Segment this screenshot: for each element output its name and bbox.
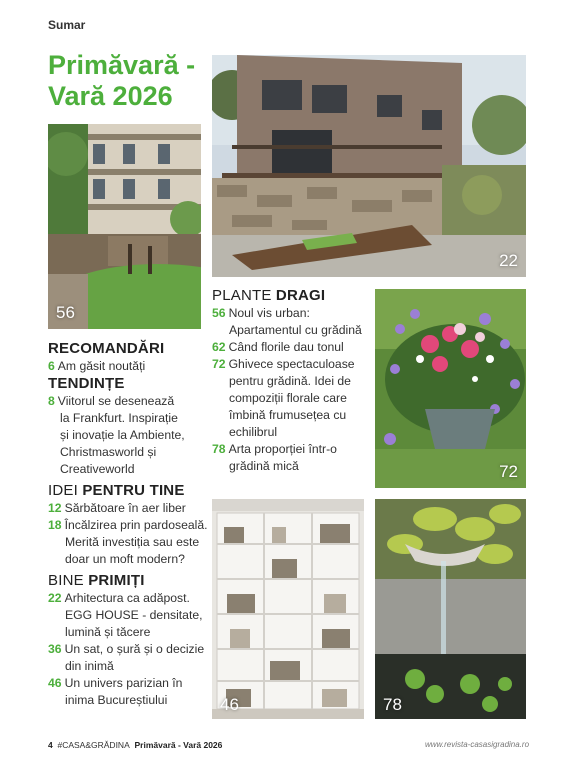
page-title bbox=[48, 50, 208, 112]
flower-pot-image bbox=[375, 289, 526, 488]
toc-page-num: 62 bbox=[212, 340, 226, 354]
toc-page-num: 78 bbox=[212, 442, 226, 456]
toc-entry-line: la Frankfurt. Inspirație bbox=[60, 411, 178, 425]
toc-entry-line: Ghivece spectaculoase bbox=[228, 357, 355, 371]
toc-entry-text: Am găsit noutăți bbox=[57, 359, 146, 373]
toc-entry[interactable] bbox=[212, 441, 372, 475]
section-heading-plante-dragi: PLANTE DRAGI bbox=[212, 287, 326, 304]
toc-entry-line: Arta proporției într-o bbox=[228, 442, 337, 456]
toc-entry-line: pentru grădină. Idei de bbox=[229, 374, 351, 388]
toc-entry[interactable] bbox=[48, 517, 208, 568]
toc-page-num: 12 bbox=[48, 501, 62, 515]
toc-entry-line: Un sat, o șură și o decizie bbox=[64, 642, 205, 656]
apartment-garden-image bbox=[48, 124, 201, 329]
section-heading-tendinte: TENDINȚE bbox=[48, 375, 125, 392]
toc-entry-line: grădină mică bbox=[229, 459, 299, 473]
toc-entry[interactable] bbox=[212, 339, 372, 356]
toc-entry-line: inima Bucureștiului bbox=[65, 693, 168, 707]
page-number-72: 72 bbox=[499, 462, 518, 481]
toc-page-num: 22 bbox=[48, 591, 62, 605]
toc-page-num: 72 bbox=[212, 357, 226, 371]
toc-page-num: 8 bbox=[48, 394, 55, 408]
page-number-46: 46 bbox=[220, 695, 239, 714]
page-number-78: 78 bbox=[383, 695, 402, 714]
title-line-1: Primăvară - bbox=[48, 50, 196, 80]
section-heading-recomandari: RECOMANDĂRI bbox=[48, 340, 165, 357]
photo-parisian-interior[interactable] bbox=[212, 499, 364, 719]
toc-entry-line: Când florile dau tonul bbox=[228, 340, 344, 354]
egg-house-image bbox=[212, 55, 526, 277]
page-footer bbox=[48, 740, 222, 750]
toc-entry[interactable] bbox=[48, 590, 208, 641]
toc-entry-line: Arhitectura ca adăpost. bbox=[64, 591, 190, 605]
section-heading-bine-primiti: BINE PRIMIȚI bbox=[48, 572, 145, 589]
toc-middle-column bbox=[212, 287, 372, 475]
footer-issue: Primăvară - Vară 2026 bbox=[134, 740, 223, 750]
toc-page-num: 46 bbox=[48, 676, 62, 690]
toc-entry-line: Viitorul se desenează bbox=[57, 394, 175, 408]
toc-entry-line: Apartamentul cu grădină bbox=[229, 323, 362, 337]
toc-entry-line: Încălzirea prin pardoseală. bbox=[64, 518, 208, 532]
toc-entry-line: lumină și tăcere bbox=[65, 625, 151, 639]
toc-entry-line: Merită investiția sau este bbox=[65, 535, 200, 549]
photo-egg-house[interactable] bbox=[212, 55, 526, 277]
toc-page-num: 56 bbox=[212, 306, 226, 320]
toc-entry-line: doar un moft modern? bbox=[65, 552, 185, 566]
toc-entry-line: echilibrul bbox=[229, 425, 278, 439]
toc-entry-line: Creativeworld bbox=[60, 462, 135, 476]
toc-entry[interactable] bbox=[212, 356, 372, 441]
photo-apartment-garden[interactable] bbox=[48, 124, 201, 329]
toc-entry[interactable] bbox=[48, 675, 208, 709]
toc-entry-line: îmbină frumusețea cu bbox=[229, 408, 347, 422]
page-number-22: 22 bbox=[499, 251, 518, 270]
toc-entry-line: din inimă bbox=[65, 659, 114, 673]
page-number-56: 56 bbox=[56, 303, 75, 322]
toc-entry[interactable] bbox=[48, 358, 208, 375]
photo-flower-pot[interactable] bbox=[375, 289, 526, 488]
toc-entry-line: Christmasworld și bbox=[60, 445, 157, 459]
title-line-2: Vară 2026 bbox=[48, 81, 173, 111]
toc-entry[interactable] bbox=[48, 500, 208, 517]
toc-entry-line: EGG HOUSE - densitate, bbox=[65, 608, 203, 622]
toc-entry[interactable] bbox=[212, 305, 372, 339]
footer-url[interactable]: www.revista-casasigradina.ro bbox=[425, 740, 530, 749]
photo-small-garden[interactable] bbox=[375, 499, 526, 719]
toc-left-column bbox=[48, 340, 208, 709]
footer-magazine: #CASA&GRĂDINA bbox=[57, 740, 130, 750]
toc-entry-line: compoziții florale care bbox=[229, 391, 347, 405]
toc-entry[interactable] bbox=[48, 641, 208, 675]
water-feature-image bbox=[375, 499, 526, 719]
section-heading-idei: IDEI PENTRU TINE bbox=[48, 482, 185, 499]
toc-page-num: 18 bbox=[48, 518, 62, 532]
toc-entry-line: Un univers parizian în bbox=[64, 676, 183, 690]
toc-entry-line: și inovație la Ambiente, bbox=[60, 428, 185, 442]
section-label: Sumar bbox=[48, 18, 86, 32]
toc-page-num: 6 bbox=[48, 359, 55, 373]
toc-entry-line: Sărbătoare în aer liber bbox=[64, 501, 186, 515]
toc-page-num: 36 bbox=[48, 642, 62, 656]
footer-page-number: 4 bbox=[48, 740, 53, 750]
toc-entry-line: Noul vis urban: bbox=[228, 306, 310, 320]
toc-entry[interactable] bbox=[48, 393, 208, 478]
bookshelf-image bbox=[212, 499, 364, 719]
